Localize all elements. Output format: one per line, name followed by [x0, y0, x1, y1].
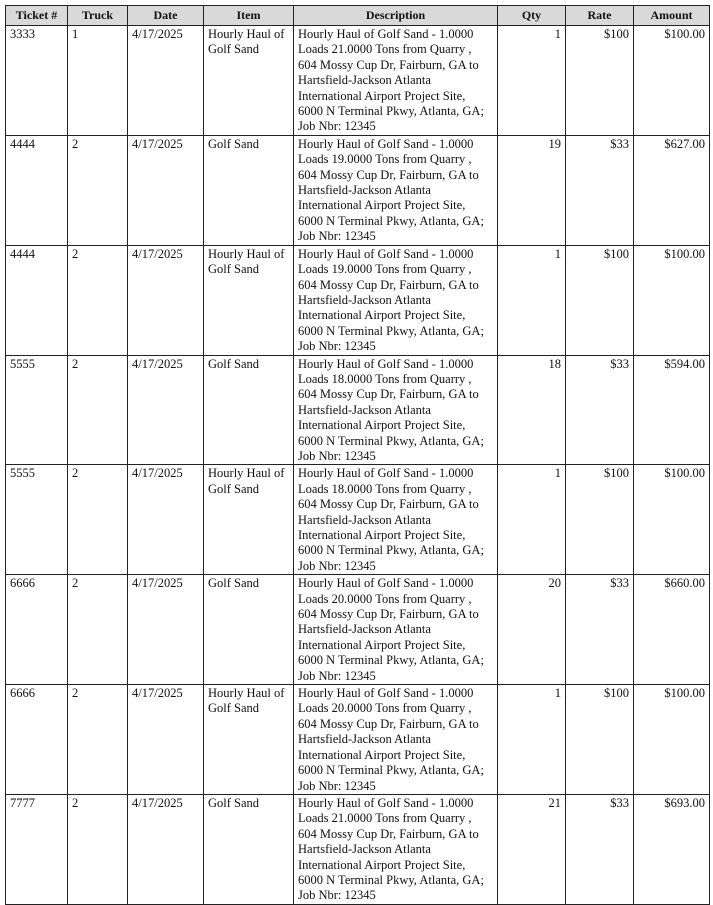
cell-amount: $100.00	[634, 685, 710, 795]
cell-description: Hourly Haul of Golf Sand - 1.0000 Loads 20.0000 Tons from Quarry , 604 Mossy Cup Dr, Fairburn, GA to Hartsfield-Jackson Atlanta International Airport Project Site, 6000 N Terminal Pkwy, Atlanta, GA; Job Nbr: 12345	[294, 575, 498, 685]
table-row	[6, 685, 710, 795]
table-row	[6, 26, 710, 136]
cell-truck: 1	[68, 26, 128, 136]
cell-date: 4/17/2025	[128, 575, 204, 685]
cell-item: Hourly Haul of Golf Sand	[204, 465, 294, 575]
cell-truck: 2	[68, 575, 128, 685]
table-row	[6, 355, 710, 465]
cell-truck: 2	[68, 794, 128, 904]
cell-truck: 2	[68, 355, 128, 465]
table-row	[6, 794, 710, 904]
table-body	[6, 26, 710, 905]
header-amount: Amount	[634, 6, 710, 26]
line-items-table	[5, 5, 710, 905]
cell-ticket: 4444	[6, 135, 68, 245]
cell-rate: $33	[566, 575, 634, 685]
cell-description: Hourly Haul of Golf Sand - 1.0000 Loads 20.0000 Tons from Quarry , 604 Mossy Cup Dr, Fairburn, GA to Hartsfield-Jackson Atlanta International Airport Project Site, 6000 N Terminal Pkwy, Atlanta, GA; Job Nbr: 12345	[294, 685, 498, 795]
table-row	[6, 245, 710, 355]
cell-rate: $100	[566, 26, 634, 136]
header-row	[6, 6, 710, 26]
table-header	[6, 6, 710, 26]
header-ticket: Ticket #	[6, 6, 68, 26]
header-item: Item	[204, 6, 294, 26]
cell-amount: $693.00	[634, 794, 710, 904]
cell-amount: $594.00	[634, 355, 710, 465]
cell-truck: 2	[68, 135, 128, 245]
cell-rate: $33	[566, 794, 634, 904]
cell-qty: 21	[498, 794, 566, 904]
cell-ticket: 7777	[6, 794, 68, 904]
cell-date: 4/17/2025	[128, 465, 204, 575]
cell-item: Golf Sand	[204, 575, 294, 685]
cell-truck: 2	[68, 685, 128, 795]
invoice-sheet	[5, 5, 709, 905]
cell-description: Hourly Haul of Golf Sand - 1.0000 Loads 18.0000 Tons from Quarry , 604 Mossy Cup Dr, Fairburn, GA to Hartsfield-Jackson Atlanta International Airport Project Site, 6000 N Terminal Pkwy, Atlanta, GA; Job Nbr: 12345	[294, 465, 498, 575]
cell-date: 4/17/2025	[128, 26, 204, 136]
header-date: Date	[128, 6, 204, 26]
header-rate: Rate	[566, 6, 634, 26]
cell-qty: 1	[498, 465, 566, 575]
cell-item: Hourly Haul of Golf Sand	[204, 245, 294, 355]
cell-description: Hourly Haul of Golf Sand - 1.0000 Loads 21.0000 Tons from Quarry , 604 Mossy Cup Dr, Fairburn, GA to Hartsfield-Jackson Atlanta International Airport Project Site, 6000 N Terminal Pkwy, Atlanta, GA; Job Nbr: 12345	[294, 26, 498, 136]
cell-rate: $100	[566, 685, 634, 795]
cell-description: Hourly Haul of Golf Sand - 1.0000 Loads 18.0000 Tons from Quarry , 604 Mossy Cup Dr, Fairburn, GA to Hartsfield-Jackson Atlanta International Airport Project Site, 6000 N Terminal Pkwy, Atlanta, GA; Job Nbr: 12345	[294, 355, 498, 465]
cell-rate: $33	[566, 135, 634, 245]
header-truck: Truck	[68, 6, 128, 26]
cell-qty: 1	[498, 26, 566, 136]
table-row	[6, 575, 710, 685]
cell-ticket: 3333	[6, 26, 68, 136]
cell-amount: $660.00	[634, 575, 710, 685]
cell-date: 4/17/2025	[128, 355, 204, 465]
cell-description: Hourly Haul of Golf Sand - 1.0000 Loads 21.0000 Tons from Quarry , 604 Mossy Cup Dr, Fairburn, GA to Hartsfield-Jackson Atlanta International Airport Project Site, 6000 N Terminal Pkwy, Atlanta, GA; Job Nbr: 12345	[294, 794, 498, 904]
cell-qty: 1	[498, 685, 566, 795]
header-qty: Qty	[498, 6, 566, 26]
cell-qty: 18	[498, 355, 566, 465]
cell-item: Golf Sand	[204, 135, 294, 245]
cell-truck: 2	[68, 465, 128, 575]
cell-truck: 2	[68, 245, 128, 355]
cell-date: 4/17/2025	[128, 794, 204, 904]
cell-item: Hourly Haul of Golf Sand	[204, 685, 294, 795]
cell-ticket: 6666	[6, 575, 68, 685]
table-row	[6, 465, 710, 575]
cell-amount: $100.00	[634, 26, 710, 136]
cell-amount: $100.00	[634, 245, 710, 355]
cell-rate: $33	[566, 355, 634, 465]
cell-amount: $100.00	[634, 465, 710, 575]
cell-qty: 19	[498, 135, 566, 245]
cell-rate: $100	[566, 245, 634, 355]
cell-description: Hourly Haul of Golf Sand - 1.0000 Loads 19.0000 Tons from Quarry , 604 Mossy Cup Dr, Fairburn, GA to Hartsfield-Jackson Atlanta International Airport Project Site, 6000 N Terminal Pkwy, Atlanta, GA; Job Nbr: 12345	[294, 245, 498, 355]
cell-item: Golf Sand	[204, 355, 294, 465]
cell-rate: $100	[566, 465, 634, 575]
cell-description: Hourly Haul of Golf Sand - 1.0000 Loads 19.0000 Tons from Quarry , 604 Mossy Cup Dr, Fairburn, GA to Hartsfield-Jackson Atlanta International Airport Project Site, 6000 N Terminal Pkwy, Atlanta, GA; Job Nbr: 12345	[294, 135, 498, 245]
cell-item: Golf Sand	[204, 794, 294, 904]
table-row	[6, 135, 710, 245]
cell-date: 4/17/2025	[128, 245, 204, 355]
cell-date: 4/17/2025	[128, 135, 204, 245]
cell-ticket: 4444	[6, 245, 68, 355]
cell-item: Hourly Haul of Golf Sand	[204, 26, 294, 136]
cell-qty: 20	[498, 575, 566, 685]
cell-date: 4/17/2025	[128, 685, 204, 795]
cell-ticket: 6666	[6, 685, 68, 795]
header-description: Description	[294, 6, 498, 26]
cell-amount: $627.00	[634, 135, 710, 245]
cell-ticket: 5555	[6, 465, 68, 575]
cell-ticket: 5555	[6, 355, 68, 465]
cell-qty: 1	[498, 245, 566, 355]
